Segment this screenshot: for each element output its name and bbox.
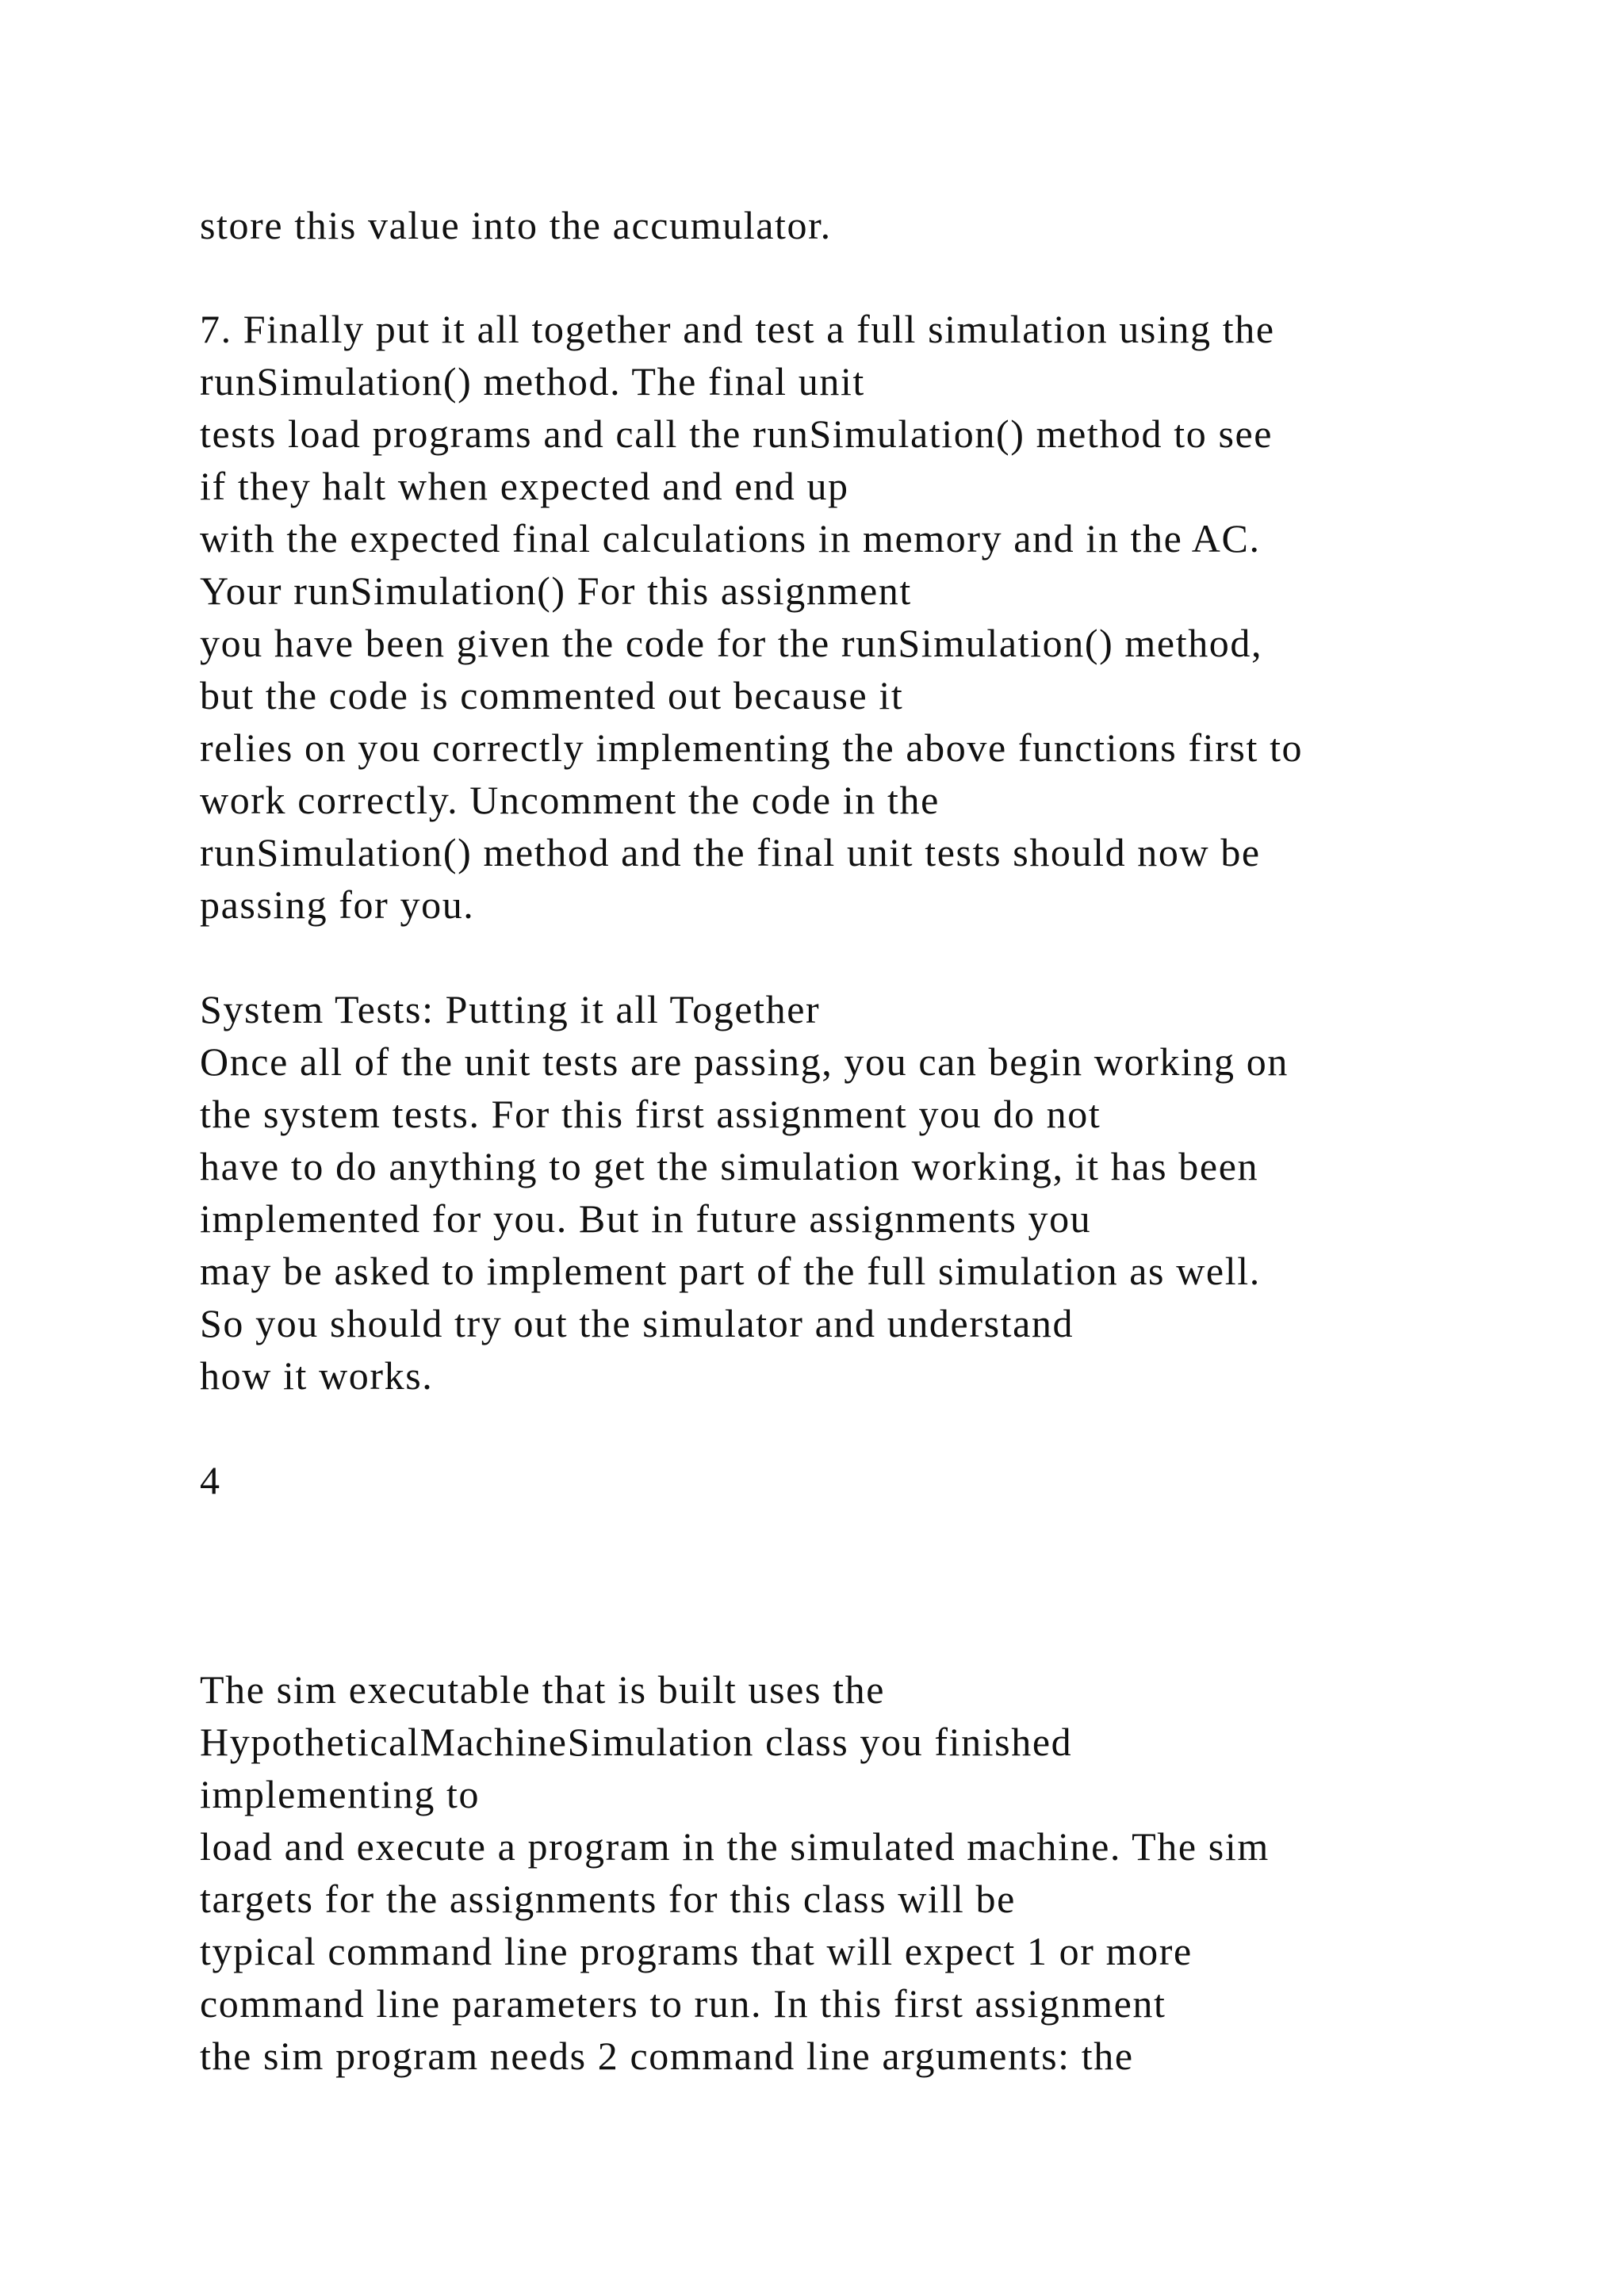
text-line: with the expected final calculations in memory and in the AC. bbox=[200, 516, 1261, 561]
text-line: if they halt when expected and end up bbox=[200, 464, 849, 508]
text-line: implementing to bbox=[200, 1772, 481, 1816]
text-line: you have been given the code for the runSimulation() method, bbox=[200, 621, 1263, 665]
text-line: load and execute a program in the simulated machine. The sim bbox=[200, 1824, 1270, 1869]
text-line: have to do anything to get the simulation working, it has been bbox=[200, 1144, 1259, 1188]
text-line: The sim executable that is built uses the bbox=[200, 1667, 886, 1712]
text-line: but the code is commented out because it bbox=[200, 673, 904, 718]
section-heading: System Tests: Putting it all Together bbox=[200, 987, 821, 1031]
text-line: 7. Finally put it all together and test a full simulation using the bbox=[200, 307, 1275, 351]
text-line: relies on you correctly implementing the above functions first to bbox=[200, 725, 1304, 770]
text-line: runSimulation() method. The final unit bbox=[200, 359, 865, 404]
text-line: work correctly. Uncomment the code in the bbox=[200, 778, 940, 822]
text-line: HypotheticalMachineSimulation class you finished bbox=[200, 1720, 1073, 1764]
text-line: may be asked to implement part of the full simulation as well. bbox=[200, 1249, 1261, 1293]
text-line: implemented for you. But in future assignments you bbox=[200, 1196, 1092, 1241]
text-line: Your runSimulation() For this assignment bbox=[200, 568, 912, 613]
text-line: command line parameters to run. In this first assignment bbox=[200, 1981, 1166, 2026]
text-line: tests load programs and call the runSimulation() method to see bbox=[200, 411, 1274, 456]
text-line: passing for you. bbox=[200, 882, 475, 927]
text-line: store this value into the accumulator. bbox=[200, 203, 832, 247]
text-line: targets for the assignments for this class will be bbox=[200, 1877, 1016, 1921]
text-line: the system tests. For this first assignment you do not bbox=[200, 1092, 1101, 1136]
text-line: Once all of the unit tests are passing, you can begin working on bbox=[200, 1039, 1289, 1084]
page-number: 4 bbox=[200, 1458, 221, 1502]
text-line: the sim program needs 2 command line arguments: the bbox=[200, 2034, 1134, 2078]
text-line: how it works. bbox=[200, 1353, 434, 1398]
text-line: typical command line programs that will expect 1 or more bbox=[200, 1929, 1193, 1973]
text-line: So you should try out the simulator and understand bbox=[200, 1301, 1074, 1345]
text-line: runSimulation() method and the final unit tests should now be bbox=[200, 830, 1261, 874]
